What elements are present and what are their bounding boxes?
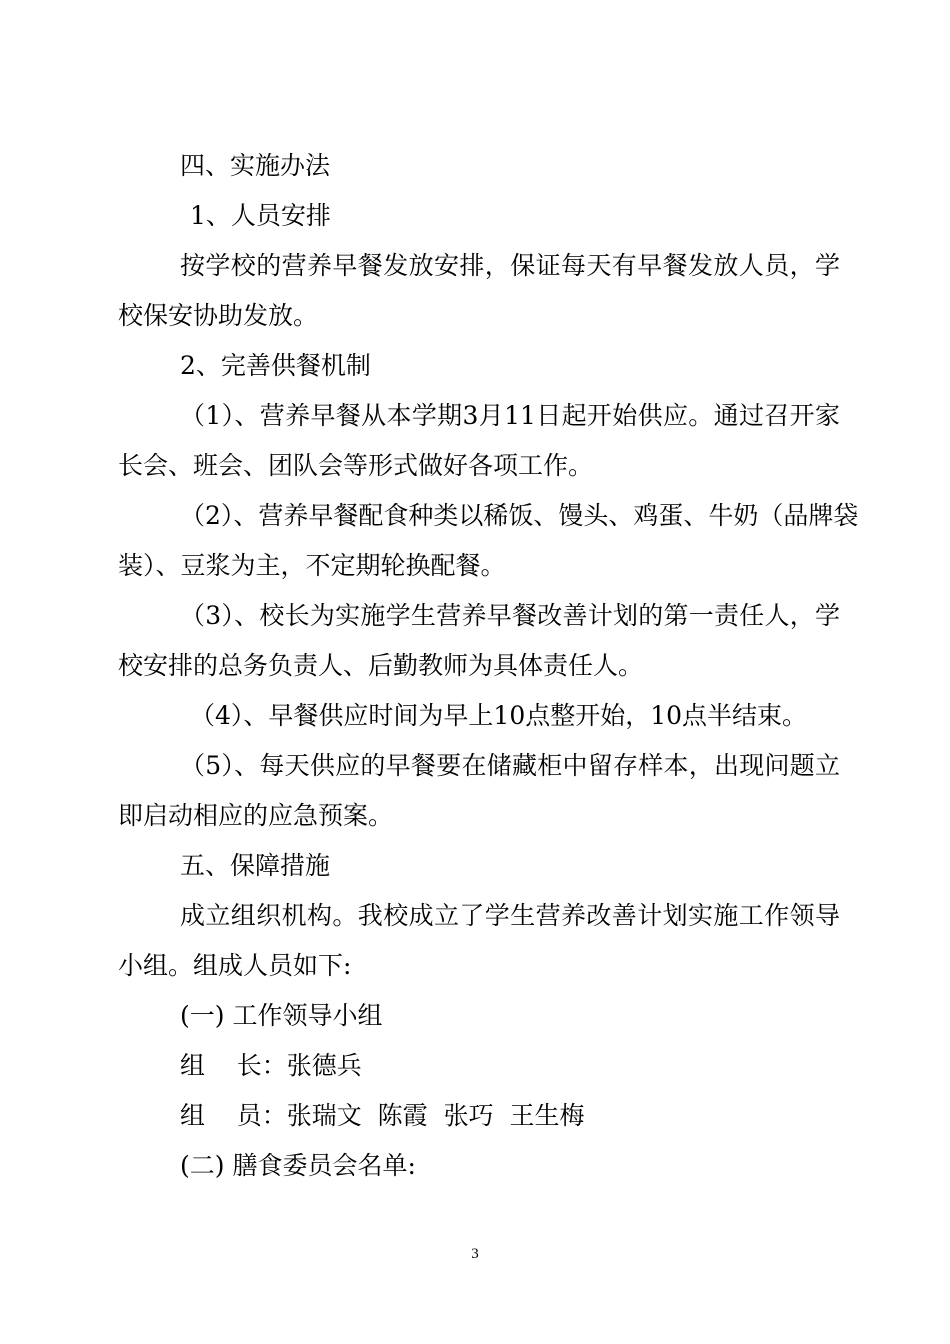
paragraph-line: 小组。组成人员如下:: [118, 951, 352, 980]
paragraph-line: （2）、营养早餐配食种类以稀饭、馒头、鸡蛋、牛奶（品牌袋: [180, 501, 859, 530]
page-number: 3: [471, 1246, 479, 1262]
paragraph-line: 校保安协助发放。: [118, 301, 319, 330]
group-leader-line: 组 长：张德兵: [180, 1051, 362, 1080]
subheading-meal-committee: (二) 膳食委员会名单:: [180, 1151, 416, 1180]
paragraph-line: （5）、每天供应的早餐要在储藏柜中留存样本，出现问题立: [180, 751, 840, 780]
paragraph-line: （1）、营养早餐从本学期3月11日起开始供应。通过召开家: [180, 401, 840, 430]
subheading-staffing: 1、人员安排: [190, 201, 331, 230]
paragraph-line: （4）、早餐供应时间为早上10点整开始，10点半结束。: [190, 701, 808, 730]
subheading-supply-mechanism: 2、完善供餐机制: [180, 351, 371, 380]
section-heading-5: 五、保障措施: [180, 851, 331, 880]
paragraph-line: 装）、豆浆为主，不定期轮换配餐。: [118, 551, 506, 580]
group-members-line: 组 员：张瑞文 陈霞 张巧 王生梅: [180, 1101, 585, 1130]
paragraph-line: 即启动相应的应急预案。: [118, 801, 394, 830]
paragraph-line: 成立组织机构。我校成立了学生营养改善计划实施工作领导: [180, 901, 840, 930]
paragraph-line: 校安排的总务负责人、后勤教师为具体责任人。: [118, 651, 644, 680]
section-heading-4: 四、实施办法: [180, 151, 331, 180]
paragraph-line: （3）、校长为实施学生营养早餐改善计划的第一责任人，学: [180, 601, 840, 630]
subheading-leadership-group: (一) 工作领导小组: [180, 1001, 383, 1030]
paragraph-line: 按学校的营养早餐发放安排，保证每天有早餐发放人员，学: [180, 251, 840, 280]
paragraph-line: 长会、班会、团队会等形式做好各项工作。: [118, 451, 594, 480]
